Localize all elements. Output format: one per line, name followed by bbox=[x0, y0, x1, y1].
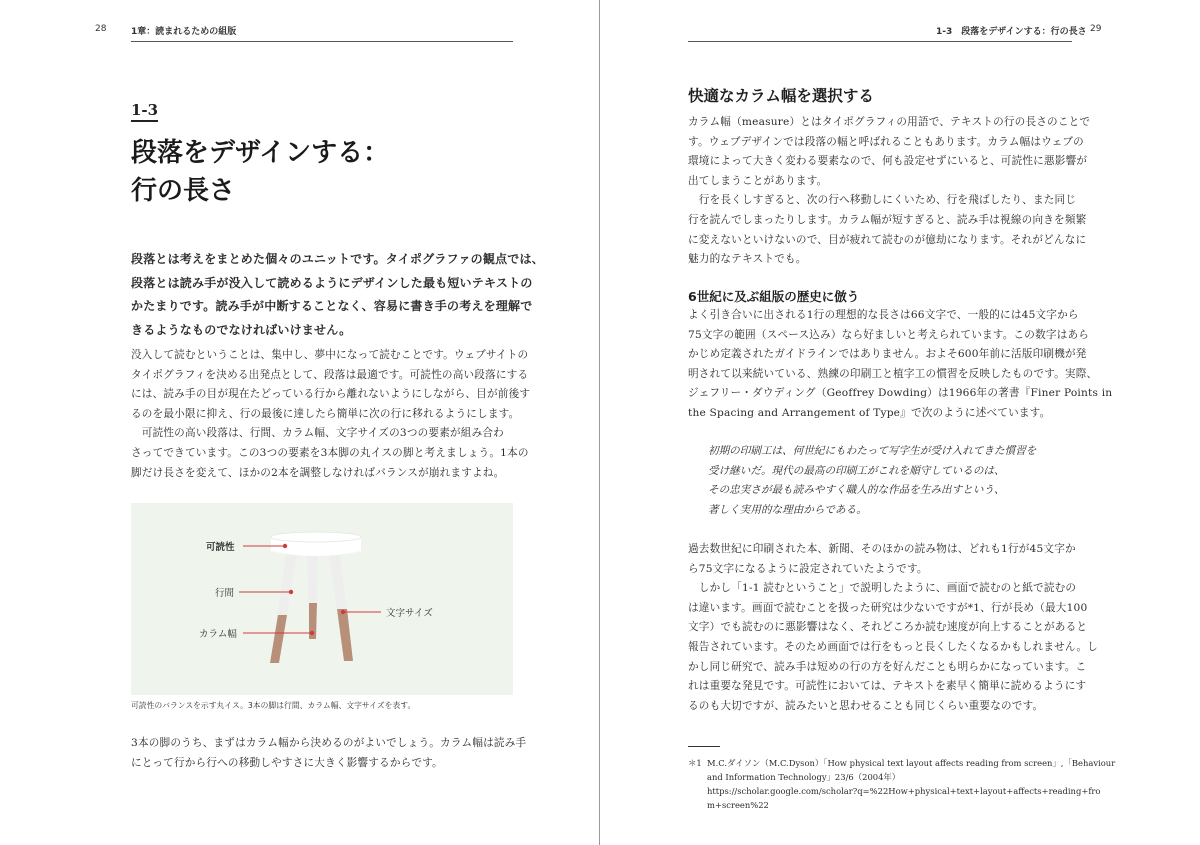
quote-line: 著しく実用的な理由からである。 bbox=[708, 503, 867, 516]
left-running-header: 1章：読まれるための組版 bbox=[131, 27, 237, 37]
body-line: 過去数世紀に印刷された本、新聞、そのほかの読み物は、どれも1行が45文字か bbox=[688, 543, 1076, 555]
figure-label-column-width: カラム幅 bbox=[199, 629, 237, 640]
body-line: 環境によって大きく変わる要素なので、何も設定せずにいると、可読性に悪影響が bbox=[688, 155, 1088, 168]
body-line: 75文字の範囲（スペース込み）なら好ましいと考えられています。この数字はあら bbox=[688, 328, 1090, 341]
body-line: タイポグラフィを決める出発点として、段落は最適です。可読性の高い段落にする bbox=[131, 368, 529, 381]
right-running-header: 1-3 段落をデザインする：行の長さ bbox=[936, 27, 1087, 37]
body-line: カラム幅（measure）とはタイポグラフィの用語で、テキストの行の長さのことで bbox=[688, 116, 1091, 128]
stool-leg-right-lower bbox=[337, 609, 353, 661]
title-line: 行の長さ bbox=[131, 176, 236, 206]
body-line: 魅力的なテキストでも。 bbox=[688, 253, 807, 266]
footnote-line: https://scholar.google.com/scholar?q=%22How+physical+text+layout+affects+reading+fro bbox=[707, 786, 1101, 796]
footnote-body bbox=[707, 756, 1115, 812]
footnote-line: and Information Technology」23/6（2004年） bbox=[707, 772, 901, 782]
body-line: さってできています。この3つの要素を3本脚の丸イスの脚と考えましょう。1本の bbox=[131, 446, 529, 459]
leader-dot-readability bbox=[283, 544, 287, 548]
stool-figure bbox=[131, 503, 513, 695]
left-page-number: 28 bbox=[95, 24, 107, 34]
title-line: 段落をデザインする： bbox=[131, 138, 390, 168]
right-header-rule bbox=[688, 41, 1072, 42]
body-line: ら75文字になるように設定されていたようです。 bbox=[688, 562, 928, 575]
body-line: しかし「1-1 読むということ」で説明したように、画面で読むのと紙で読むの bbox=[688, 582, 1077, 595]
section-number-text: 1-3 bbox=[131, 101, 159, 119]
figure-label-font-size: 文字サイズ bbox=[386, 608, 433, 619]
footnote-line: m+screen%22 bbox=[707, 800, 769, 810]
figure-label-leading: 行間 bbox=[215, 588, 235, 599]
figure-label-readability: 可読性 bbox=[206, 542, 235, 553]
heading-column-width: 快適なカラム幅を選択する bbox=[688, 87, 874, 105]
body-line: ジェフリー・ダウディング（Geoffrey Dowding）は1966年の著書『Finer Points in bbox=[688, 387, 1113, 400]
body-line: 行を長くしすぎると、次の行へ移動しにくいため、行を飛ばしたり、また同じ bbox=[688, 194, 1077, 207]
left-header-rule bbox=[131, 41, 513, 42]
footnote-line: M.C.ダイソン（M.C.Dyson）「How physical text layout affects reading from screen」,「Behaviour bbox=[707, 758, 1116, 768]
quote-line: 受け継いだ。現代の最高の印刷工がこれを順守しているのは、 bbox=[708, 464, 1005, 477]
lead-line: かたまりです。読み手が中断することなく、容易に書き手の考えを理解で bbox=[131, 299, 533, 313]
body-line: よく引き合いに出される1行の理想的な長さは66文字で、一般的には45文字から bbox=[688, 309, 1079, 321]
section2-text bbox=[688, 306, 1112, 424]
body-line: は違います。画面で読むことを扱った研究は少ないですが*1、行が長め（最大100 bbox=[688, 601, 1088, 614]
lead-line: 段落とは考えをまとめた個々のユニットです。タイポグラファの観点では、 bbox=[131, 252, 544, 266]
stool-leg-left-lower bbox=[270, 615, 287, 663]
stool-illustration bbox=[131, 503, 513, 695]
lead-line: 段落とは読み手が没入して読めるようにデザインした最も短いテキストの bbox=[131, 275, 533, 290]
body-text-2 bbox=[131, 734, 526, 773]
body-line: るのを最小限に抑え、行の最後に達したら簡単に次の行に移れるようにします。 bbox=[131, 407, 520, 420]
body-line: 3本の脚のうち、まずはカラム幅から決めるのがよいでしょう。カラム幅は読み手 bbox=[131, 737, 527, 749]
section1-text bbox=[688, 113, 1090, 270]
body-line: 可読性の高い段落は、行間、カラム幅、文字サイズの3つの要素が組み合わ bbox=[131, 427, 504, 440]
body-line: the Spacing and Arrangement of Type』で次のように述べています。 bbox=[688, 406, 1051, 419]
leader-dot-font-size bbox=[341, 610, 345, 614]
quote-line: 初期の印刷工は、何世紀にもわたって写字生が受け入れてきた慣習を bbox=[708, 445, 1037, 457]
body-line: れは重要な発見です。可読性においては、テキストを素早く簡単に読めるようにす bbox=[688, 680, 1087, 693]
section-number bbox=[131, 101, 158, 122]
body-line: には、読み手の目が現在たどっている行から離れないようにしながら、目が前後す bbox=[131, 388, 531, 401]
body-line: にとって行から行への移動しやすさに大きく影響するからです。 bbox=[131, 756, 443, 769]
body-line: 行を読んでしまったりします。カラム幅が短すぎると、読み手は視線の向きを頻繁 bbox=[688, 213, 1087, 226]
right-page-number: 29 bbox=[1090, 24, 1102, 34]
heading-history: 6世紀に及ぶ組版の歴史に倣う bbox=[688, 289, 860, 304]
body-text-1 bbox=[131, 346, 530, 483]
body-line: 報告されています。そのため画面では行をもっと長くしたくなるかもしれません。し bbox=[688, 640, 1098, 653]
leader-dot-column-width bbox=[310, 631, 314, 635]
lead-paragraph bbox=[131, 248, 544, 342]
quote-line: その忠実さが最も読みやすく職人的な作品を生み出すという、 bbox=[708, 484, 1005, 497]
footnote-marker: ＊1 bbox=[688, 758, 702, 768]
body-line: 明されて以来続いている、熟練の印刷工と植字工の慣習を反映したものです。実際、 bbox=[688, 367, 1098, 380]
blockquote bbox=[708, 442, 1036, 520]
leader-dot-leading bbox=[289, 590, 293, 594]
chapter-title bbox=[131, 134, 389, 210]
body-line: かじめ定義されたガイドラインではありません。およそ600年前に活版印刷機が発 bbox=[688, 348, 1087, 361]
body-line: 出てしまうことがあります。 bbox=[688, 174, 828, 187]
body-line: 文字）でも読むのに悪影響はなく、それどころか読む速度が向上することがあると bbox=[688, 621, 1088, 634]
gutter-line bbox=[599, 0, 600, 845]
body-line: かし同じ研究で、読み手は短めの行の方を好んだことも明らかになっています。こ bbox=[688, 660, 1087, 673]
section3-text bbox=[688, 540, 1098, 716]
body-line: 没入して読むということは、集中し、夢中になって読むことです。ウェブサイトの bbox=[131, 349, 529, 361]
footnote-rule bbox=[688, 746, 720, 747]
figure-caption: 可読性のバランスを示す丸イス。3本の脚は行間、カラム幅、文字サイズを表す。 bbox=[131, 701, 416, 710]
lead-line: きるようなものでなければいけません。 bbox=[131, 322, 352, 337]
body-line: に変えないといけないので、目が疲れて読むのが億劫になります。それがどんなに bbox=[688, 233, 1087, 246]
stool-seat-top bbox=[271, 532, 361, 542]
body-line: 脚だけ長さを変えて、ほかの2本を調整しなければバランスが崩れますよね。 bbox=[131, 466, 505, 479]
body-line: す。ウェブデザインでは段落の幅と呼ばれることもあります。カラム幅はウェブの bbox=[688, 135, 1084, 148]
body-line: るのも大切ですが、読みたいと思わせることも同じくらい重要なのです。 bbox=[688, 699, 1044, 712]
